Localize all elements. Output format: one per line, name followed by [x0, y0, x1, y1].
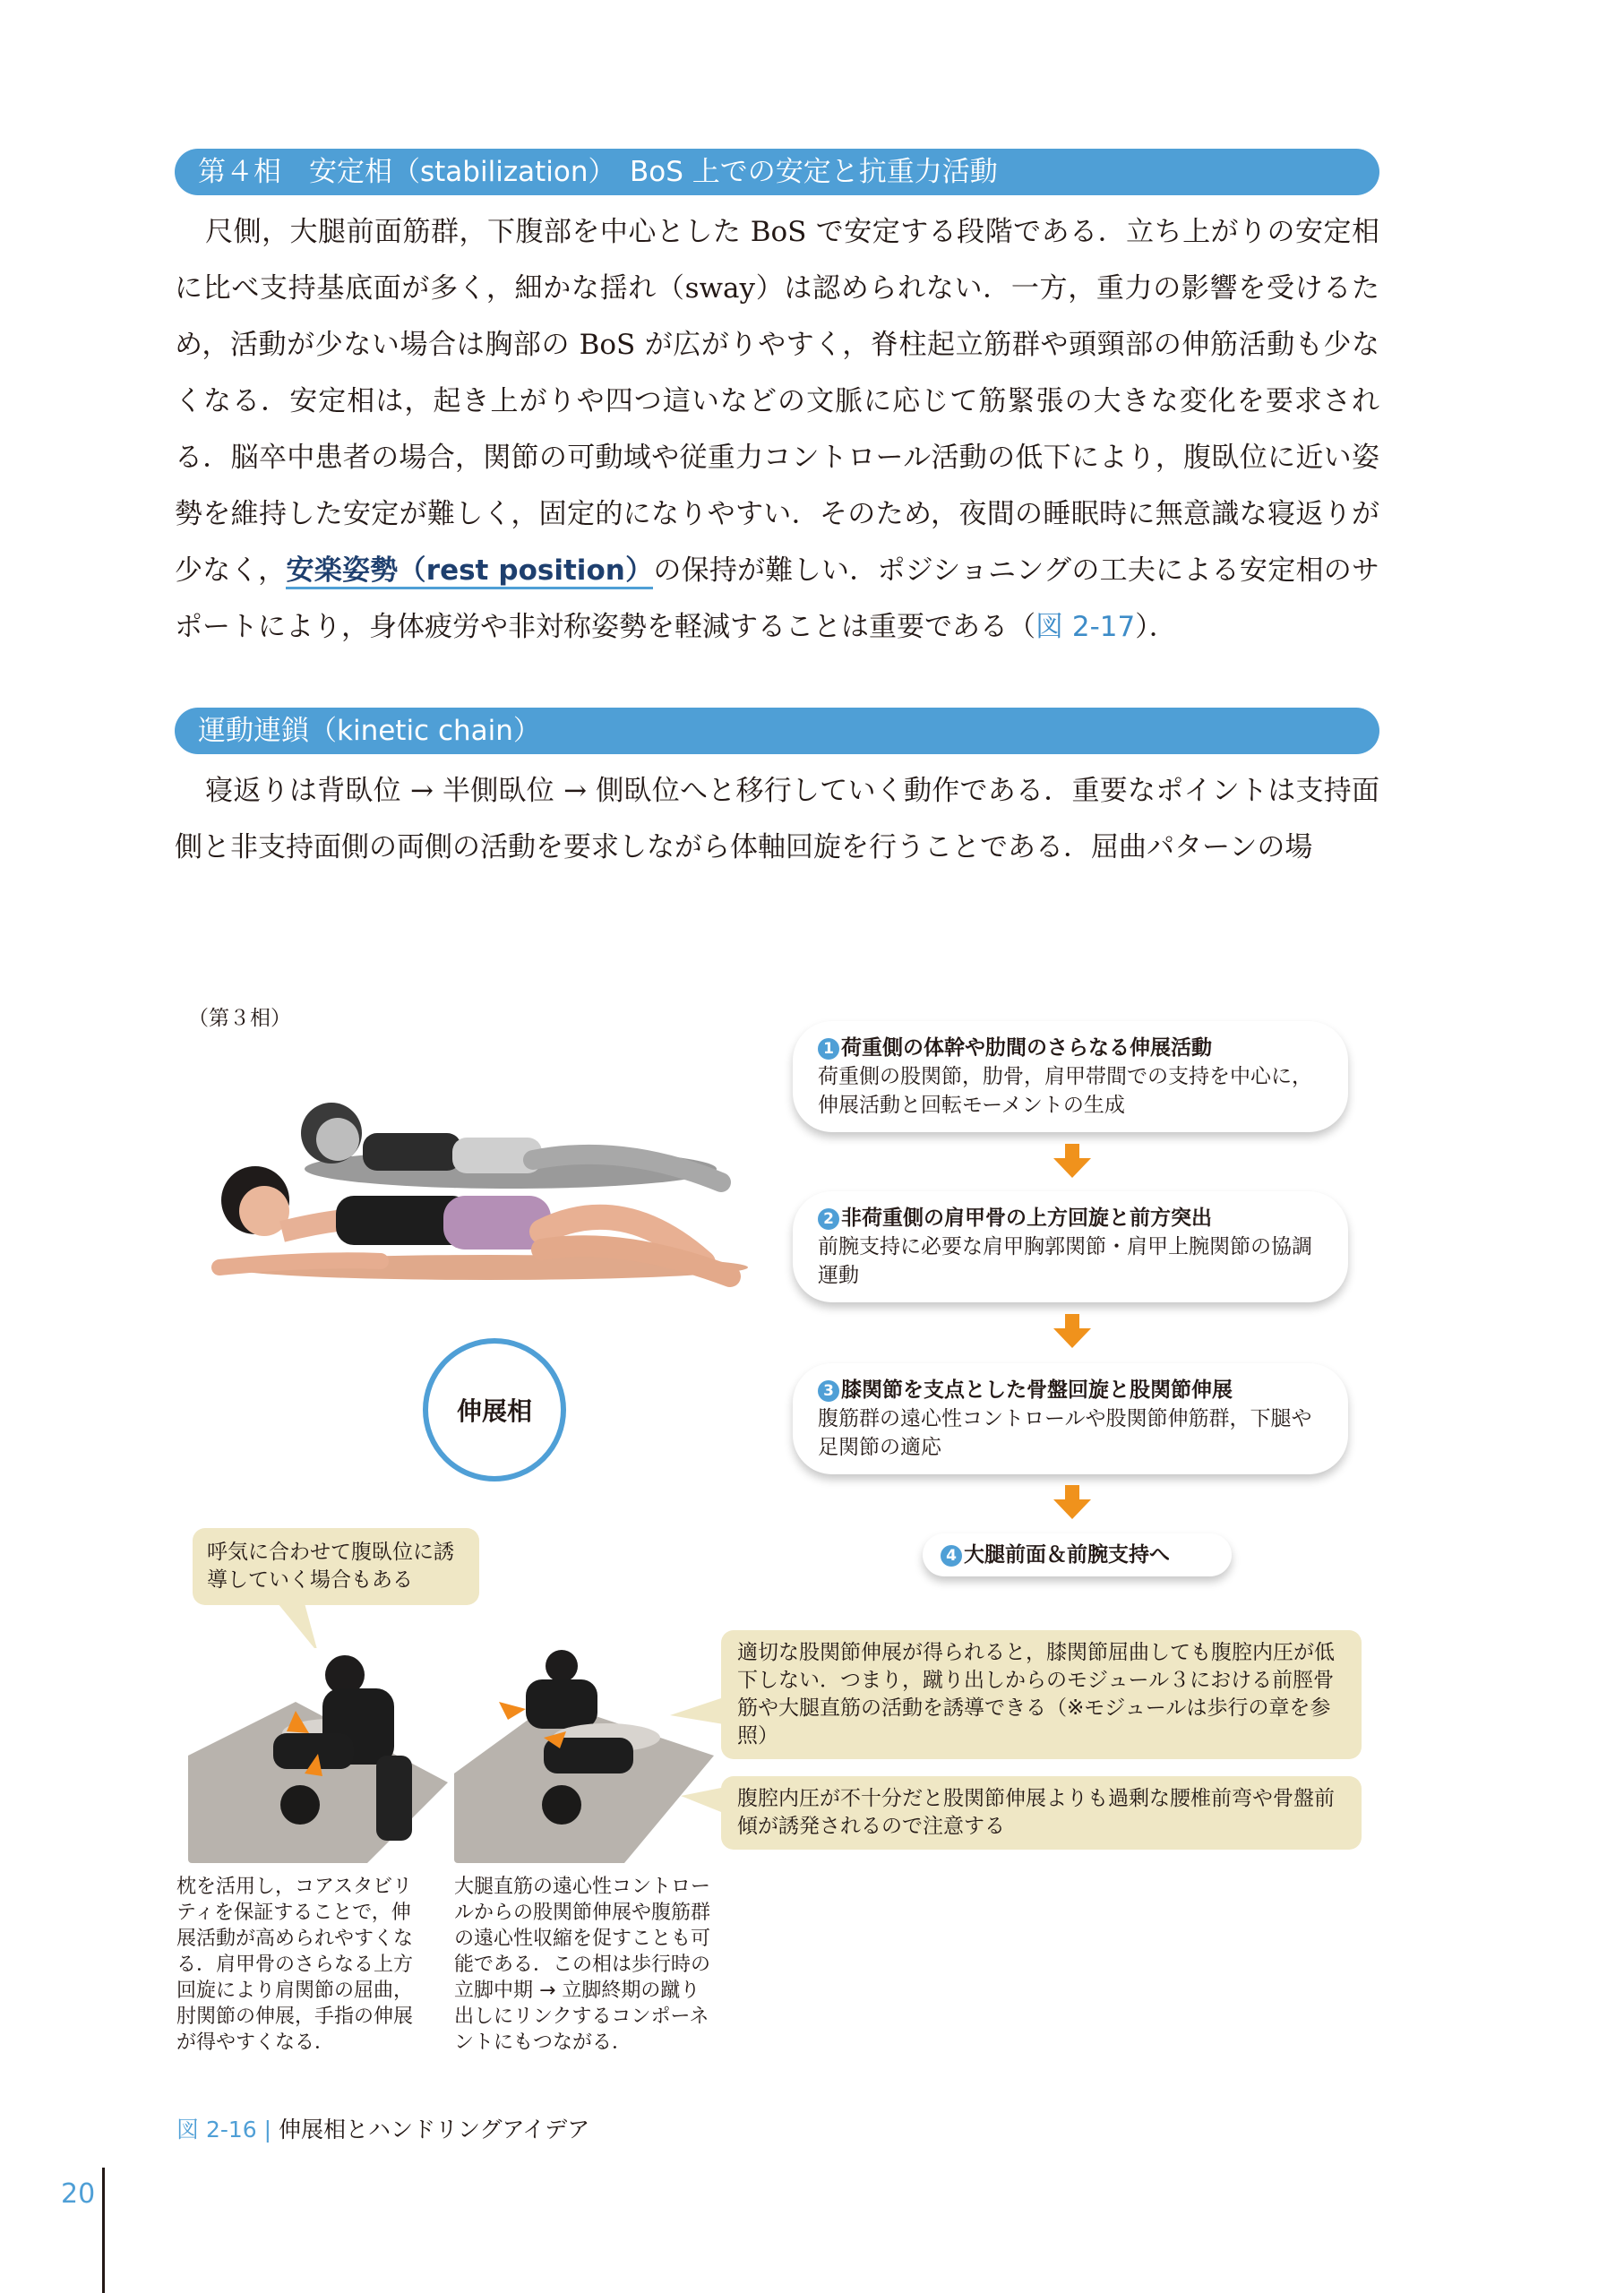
keyword-rest-position: 安楽姿勢（rest position） [286, 554, 653, 589]
step-body-3: 腹筋群の遠心性コントロールや股関節伸筋群，下腿や足関節の適応 [818, 1407, 1312, 1459]
callout-breath: 呼気に合わせて腹臥位に誘導していく場合もある [193, 1528, 479, 1605]
step-number-3: 3 [818, 1380, 839, 1402]
figure-caption [176, 2112, 589, 2144]
note-pointer-icon [681, 1787, 726, 1823]
step-box-2 [793, 1191, 1348, 1302]
step-title-text-1: 荷重側の体幹や肋間のさらなる伸展活動 [841, 1036, 1212, 1060]
step-title-1 [818, 1034, 1323, 1062]
step-body-2: 前腕支持に必要な肩甲胸郭関節・肩甲上腕関節の協調運動 [818, 1235, 1312, 1287]
paragraph-text-cont: の保持が難しい．ポジショニングの工夫による安定相のサポートにより，身体疲労や非対称姿勢を軽減することは重要である（ [175, 554, 1379, 643]
step-number-4: 4 [941, 1545, 962, 1567]
page-number: 20 [61, 2178, 96, 2210]
step-box-4 [923, 1533, 1232, 1576]
note-abdominal-pressure-warning: 腹腔内圧が不十分だと股関節伸展よりも過剰な腰椎前弯や骨盤前傾が誘発されるので注意する [721, 1776, 1362, 1850]
phase-circle-label [423, 1338, 566, 1481]
figure-reference-link[interactable]: 図 2-17 [1035, 611, 1136, 643]
figure-caption-separator: | [263, 2117, 272, 2143]
paragraph-stabilization [175, 204, 1379, 656]
photo-handling-pillow [188, 1648, 448, 1863]
photo-handling-rectus-femoris [454, 1648, 714, 1863]
arrow-down-icon [1053, 1314, 1091, 1350]
section-heading-kinetic-chain: 運動連鎖（kinetic chain） [175, 708, 1379, 754]
step-title-4 [941, 1541, 1214, 1569]
step-title-3 [818, 1376, 1323, 1404]
figure-caption-title: 伸展相とハンドリングアイデア [279, 2117, 590, 2143]
step-number-1: 1 [818, 1038, 839, 1060]
step-box-1 [793, 1021, 1348, 1132]
arrow-down-icon [1053, 1485, 1091, 1521]
step-title-text-2: 非荷重側の肩甲骨の上方回旋と前方突出 [841, 1207, 1212, 1230]
phase-label: （第３相） [188, 1007, 291, 1030]
paragraph-text-end: ）． [1135, 611, 1177, 643]
step-title-text-4: 大腿前面＆前腕支持へ [964, 1543, 1170, 1567]
step-number-2: 2 [818, 1208, 839, 1230]
photo-caption-left: 枕を活用し，コアスタビリティを保証することで，伸展活動が高められやすくなる．肩甲骨のさらなる上方回旋により肩関節の屈曲，肘関節の伸展，手指の伸展が得やすくなる． [176, 1876, 414, 2054]
note-pointer-icon [670, 1697, 724, 1733]
phase-circle-text: 伸展相 [456, 1396, 532, 1426]
arrow-down-icon [1053, 1144, 1091, 1180]
paragraph-kinetic-chain: 寝返りは背臥位 → 半側臥位 → 側臥位へと移行していく動作である．重要なポイントは支持面側と非支持面側の両側の活動を要求しながら体軸回旋を行うことである．屈曲パターンの場 [175, 775, 1379, 863]
page-number-divider [102, 2168, 105, 2293]
photo-extension-phase [202, 1084, 757, 1299]
step-body-1: 荷重側の股関節，肋骨，肩甲帯間での支持を中心に，伸展活動と回転モーメントの生成 [818, 1065, 1312, 1117]
step-box-3 [793, 1363, 1348, 1474]
step-title-2 [818, 1204, 1323, 1232]
paragraph-text: 尺側，大腿前面筋群，下腹部を中心とした BoS で安定する段階である．立ち上がりの安定相に比べ支持基底面が多く，細かな揺れ（sway）は認められない．一方，重力の影響を受けるため，活動が少ない場合は胸部の BoS が広がりやすく，脊柱起立筋群や頭頸部の伸筋活動も少なくなる．安定相は，起き上がりや四つ這いなどの文脈に応じて筋緊張の大きな変化を要求される．脳卒中患者の場合，関節の可動域や従重力コントロール活動の低下により，腹臥位に近い姿勢を維持した安定が難しく，固定的になりやすい．そのため，夜間の睡眠時に無意識な寝返りが少なく， [175, 216, 1379, 587]
step-title-text-3: 膝関節を支点とした骨盤回旋と股関節伸展 [841, 1378, 1233, 1402]
photo-caption-right: 大腿直筋の遠心性コントロールからの股関節伸展や腹筋群の遠心性収縮を促すことも可能である．この相は歩行時の立脚中期 → 立脚終期の蹴り出しにリンクするコンポーネントにもつながる． [454, 1876, 711, 2054]
section-heading-stabilization: 第４相 安定相（stabilization） BoS 上での安定と抗重力活動 [175, 149, 1379, 195]
figure-caption-number: 図 2-16 [176, 2117, 257, 2143]
note-abdominal-pressure-good: 適切な股関節伸展が得られると，膝関節屈曲しても腹腔内圧が低下しない．つまり，蹴り出しからのモジュール３における前脛骨筋や大腿直筋の活動を誘導できる（※モジュールは歩行の章を参照） [721, 1630, 1362, 1759]
